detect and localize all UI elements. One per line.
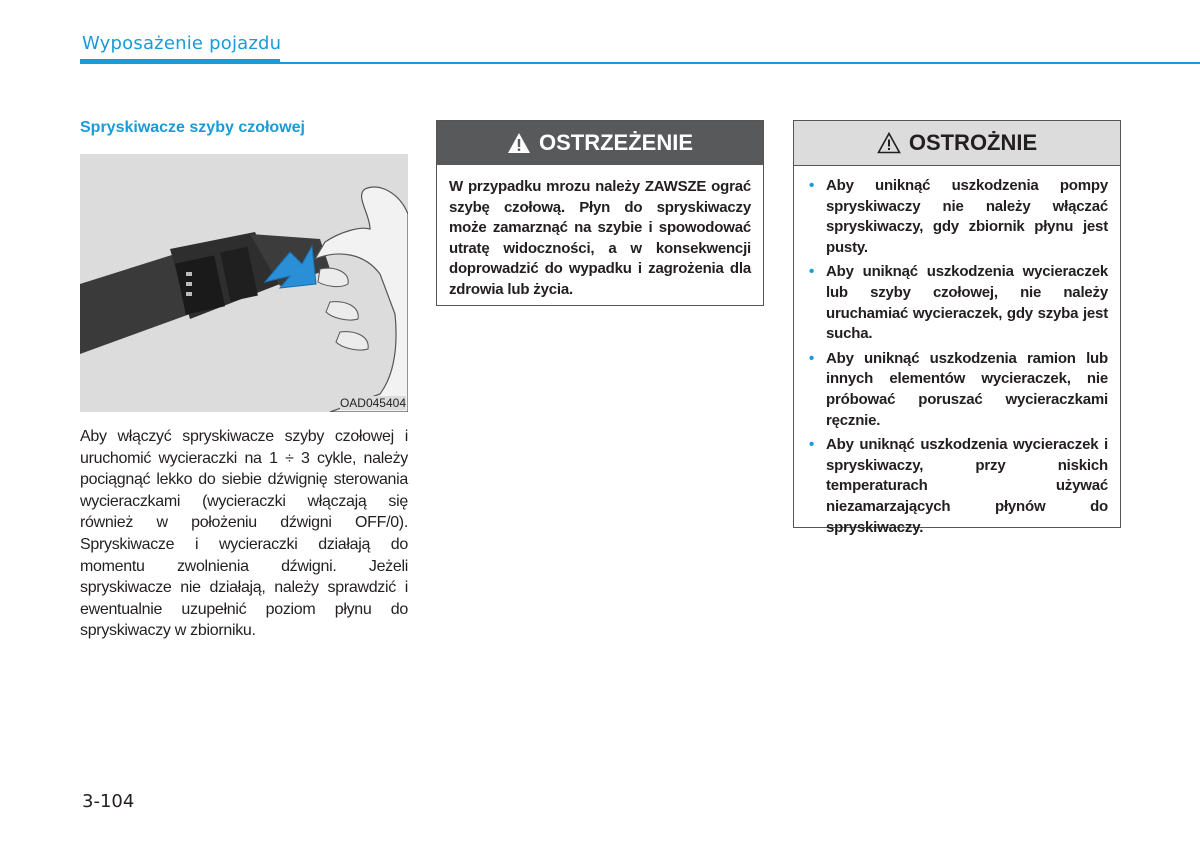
caution-item	[806, 349, 1108, 431]
warning-text: W przypadku mrozu należy ZAWSZE ograć szybę czołową. Płyn do spryskiwaczy może zamarznąć na szybie i spowodować utratę widoczności, a w konsekwencji doprowadzić do wypadku i zagrożenia dla zdrowia lub życia.	[449, 178, 751, 298]
section-title: Wyposażenie pojazdu	[82, 33, 282, 54]
caution-item	[806, 262, 1108, 344]
warning-title: OSTRZEŻENIE	[538, 130, 693, 155]
warning-header	[437, 121, 763, 165]
caution-item-text: Aby uniknąć uszkodzenia ramion lub innych elementów wycieraczek, nie próbować poruszać wycieraczkami ręcznie.	[826, 349, 1108, 429]
instruction-paragraph: Aby włączyć spryskiwacze szyby czołowej i uruchomić wycieraczki na 1 ÷ 3 cykle, należy pociągnąć lekko do siebie dźwignię sterowania wycieraczkami (wycieraczki włączają się również w położeniu dźwigni OFF/0). Spryskiwacze i wycieraczki działają do momentu zwolnienia dźwigni. Jeżeli spryskiwacze nie działają, należy sprawdzić i ewentualnie uzupełnić poziom płynu do spryskiwaczy w zbiorniku.	[80, 428, 408, 640]
caution-triangle-icon	[877, 132, 901, 154]
caution-item-text: Aby uniknąć uszkodzenia wycieraczek lub szyby czołowej, nie należy uruchamiać wycieraczek, gdy szyba jest sucha.	[826, 263, 1108, 343]
page-number: 3-104	[82, 791, 135, 812]
caution-header	[794, 121, 1120, 166]
subsection-heading: Spryskiwacze szyby czołowej	[80, 119, 305, 136]
wiper-lever-illustration	[80, 154, 408, 412]
caution-item-text: Aby uniknąć uszkodzenia wycieraczek i spryskiwaczy, przy niskich temperaturach używać niezamarzających płynów do spryskiwaczy.	[826, 436, 1108, 536]
figure-code: OAD045404	[339, 396, 406, 410]
bullet-icon: •	[809, 349, 815, 367]
caution-list	[794, 166, 1120, 538]
caution-title: OSTROŻNIE	[908, 130, 1038, 155]
warning-box	[436, 120, 764, 306]
caution-item	[806, 176, 1108, 258]
caution-box	[793, 120, 1121, 536]
bullet-icon: •	[809, 436, 815, 454]
caution-item-text: Aby uniknąć uszkodzenia pompy spryskiwaczy nie należy włączać spryskiwaczy, gdy zbiornik płynu jest pusty.	[826, 177, 1108, 256]
caution-item	[806, 435, 1108, 538]
bullet-icon: •	[809, 263, 815, 281]
wiper-lever-drawing	[80, 154, 408, 412]
header-rule	[80, 62, 1200, 64]
bullet-icon: •	[809, 177, 815, 194]
warning-triangle-icon	[507, 132, 531, 154]
